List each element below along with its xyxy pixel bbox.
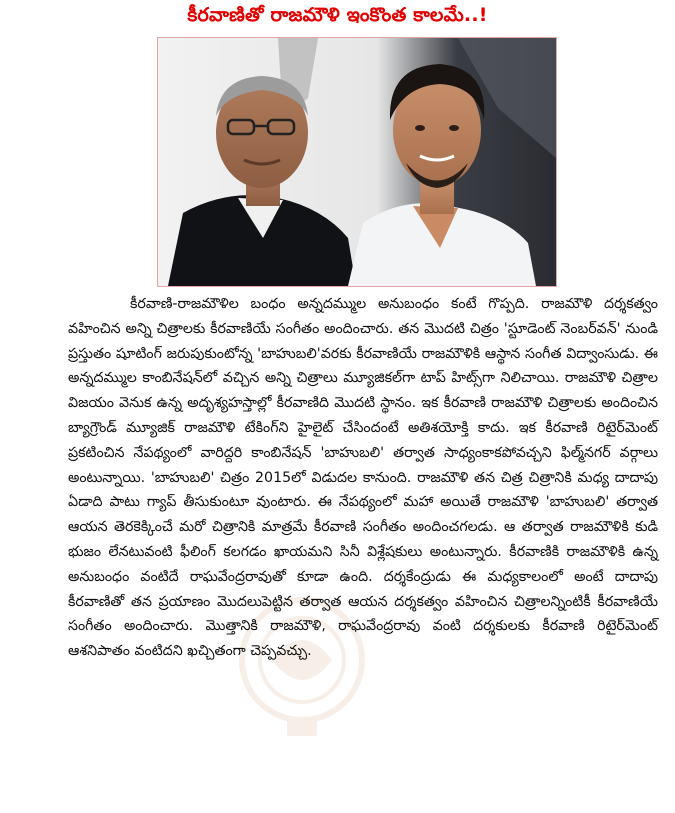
article-body: కీరవాణి-రాజమౌళిల బంధం అన్నదమ్ముల అనుబంధం కంటే గొప్పది. రాజమౌళి దర్శకత్వం వహించిన అన్ని చిత్రాలకు కీరవాణియే సంగీతం అందించారు. తన మొదటి చిత్రం 'స్టూడెంట్ నెంబర్‌వన్' నుండి ప్రస్తుతం షూటింగ్ జరుపుకుంటోన్న 'బాహుబలి'వరకు కీరవాణియే రాజమౌళికి ఆస్థాన సంగీత విద్వాంసుడు. ఈ అన్నదమ్ముల కాంబినేషన్‌లో వచ్చిన అన్ని చిత్రాలు మ్యూజికల్‌గా టాప్ హిట్స్‌గా నిలిచాయి. రాజమౌళి చిత్రాల విజయం వెనుక ఉన్న అదృశ్యహస్తాల్లో కీరవాణిది మొదటి స్థానం. ఇక కీరవాణి రాజమౌళి చిత్రాలకు అందించిన బ్యాగ్రౌండ్ మ్యూజిక్ రాజమౌళి టేకింగ్‌ని హైలైట్ చేసిందంటే అతిశయోక్తి కాదు. ఇక కీరవాణి రిటైర్‌మెంట్ ప్రకటించిన నేపథ్యంలో వారిద్దరి కాంబినేషన్ 'బాహుబలి' తర్వాత సాధ్యంకాకపోవచ్చని ఫిల్మ్‌నగర్ వర్గాలు అంటున్నాయి. 'బాహుబలి' చిత్రం 2015లో విడుదల కానుంది. రాజమౌళి తన చిత్ర చిత్రానికి మధ్య దాదాపు ఏడాది పాటు గ్యాప్ తీసుకుంటూ వుంటారు. ఈ నేపథ్యంలో మహా అయితే రాజమౌళి 'బాహుబలి' తర్వాత ఆయన తెరకెక్కించే మరో చిత్రానికి మాత్రమే కీరవాణి సంగీతం అందించగలడు. ఆ తర్వాత రాజమౌళికి కుడి భుజం లేనటువంటి ఫీలింగ్ కలగడం ఖాయమని సినీ విశ్లేషకులు అంటున్నారు. కీరవాణికి రాజమౌళికి ఉన్న అనుబంధం వంటిదే రాఘవేంద్రరావుతో కూడా ఉంది. దర్శకేంద్రుడు ఈ మధ్యకాలంలో అంటే దాదాపు కీరవాణితో తన ప్రయాణం మొదలుపెట్టిన తర్వాత ఆయన దర్శకత్వం వహించిన చిత్రాలన్నింటికీ కీరవాణియే సంగీతం అందించారు. మొత్తానికి రాజమౌళి, రాఘవేంద్రరావు వంటి దర్శకులకు కీరవాణి రిటైర్‌మెంట్ ఆశనిపాతం వంటిదని ఖచ్చితంగా చెప్పవచ్చు. (68, 296, 658, 660)
headline: కీరవాణితో రాజమౌళి ఇంకొంత కాలమే..! (187, 3, 488, 26)
article-photo (157, 37, 557, 287)
photo-two-men-icon (158, 38, 556, 286)
headline-bar (0, 0, 675, 34)
